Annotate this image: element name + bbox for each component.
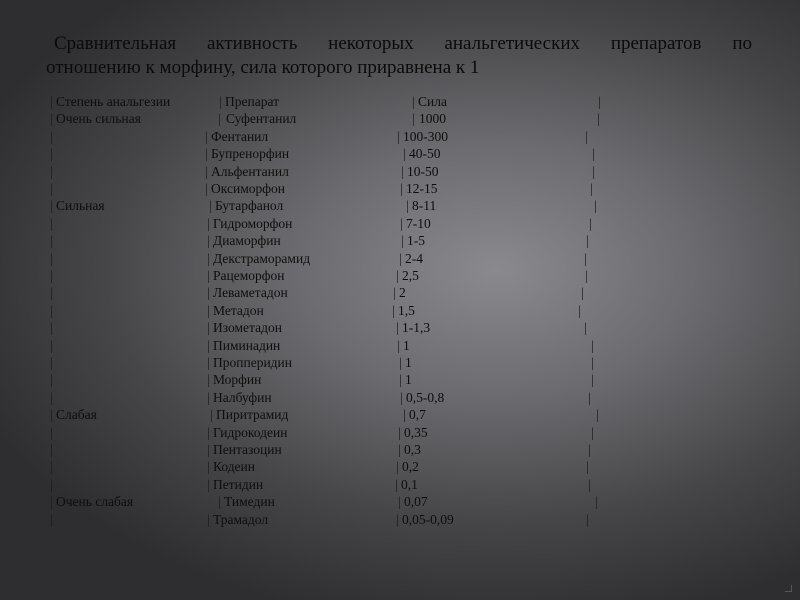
column-separator: | — [592, 146, 595, 162]
column-separator: | — [218, 494, 221, 510]
drug-cell: Оксиморфон — [211, 181, 285, 196]
column-separator: | — [597, 111, 600, 127]
power-cell: 2 — [399, 285, 406, 301]
table-row — [0, 197, 800, 214]
power-cell: Сила — [418, 94, 447, 109]
column-separator: | — [209, 198, 212, 214]
column-separator: | — [398, 424, 401, 440]
drug-cell: Декстраморамид — [213, 250, 311, 266]
power-cell: 0,2 — [402, 459, 419, 475]
drug-cell: Гидрокодеин — [213, 424, 288, 440]
column-separator: | — [207, 424, 210, 440]
table-row — [0, 389, 800, 406]
column-separator: | — [589, 215, 592, 231]
column-separator: | — [207, 442, 210, 457]
column-separator: | — [578, 302, 581, 318]
power-cell: 2-4 — [405, 250, 423, 266]
column-separator: | — [399, 372, 402, 388]
power-cell: 12-15 — [406, 181, 438, 196]
column-separator: | — [207, 233, 210, 249]
drug-cell: Бутарфанол — [215, 198, 284, 214]
power-cell: 0,1 — [401, 476, 418, 492]
column-separator: | — [586, 459, 589, 475]
column-separator: | — [207, 355, 210, 370]
column-separator: | — [398, 442, 401, 457]
column-separator: | — [207, 215, 210, 231]
power-cell: 0,07 — [404, 494, 428, 510]
power-cell: 1000 — [419, 111, 446, 127]
column-separator: | — [207, 459, 210, 475]
column-separator: | — [50, 424, 53, 440]
table-row — [0, 267, 800, 284]
column-separator: | — [50, 389, 53, 405]
power-cell: 1-1,3 — [402, 320, 431, 336]
column-separator: | — [400, 389, 403, 405]
table-row — [0, 302, 800, 319]
column-separator: | — [591, 424, 594, 440]
column-separator: | — [50, 320, 53, 336]
table-row — [0, 250, 800, 267]
power-cell: 1 — [405, 355, 412, 370]
drug-cell: Морфин — [213, 372, 262, 388]
column-separator: | — [50, 146, 53, 162]
column-separator: | — [50, 128, 53, 144]
column-separator: | — [207, 302, 210, 318]
title-line-1: Сравнительная активность некоторых анальгетических препаратов по — [54, 33, 752, 54]
column-separator: | — [588, 442, 591, 457]
column-separator: | — [207, 268, 210, 283]
degree-cell: Очень слабая — [56, 494, 134, 510]
table-row — [0, 232, 800, 249]
power-cell: 1 — [403, 337, 410, 353]
table-row — [0, 145, 800, 162]
column-separator: | — [205, 128, 208, 144]
table-row — [0, 476, 800, 493]
drug-cell: Метадон — [213, 302, 264, 318]
drug-cell: Суфентанил — [226, 111, 297, 127]
column-separator: | — [595, 494, 598, 510]
column-separator: | — [403, 146, 406, 162]
column-separator: | — [50, 459, 53, 475]
power-cell: 0,5-0,8 — [406, 389, 445, 405]
power-cell: 100-300 — [403, 128, 448, 144]
table-row — [0, 354, 800, 371]
drug-cell: Тимедин — [224, 494, 275, 510]
column-separator: | — [210, 407, 213, 423]
power-cell: 0,35 — [404, 424, 428, 440]
column-separator: | — [592, 163, 595, 179]
title-line-2: отношению к морфину, сила которого приравнена к 1 — [46, 57, 480, 78]
column-separator: | — [412, 111, 415, 127]
column-separator: | — [585, 268, 588, 283]
column-separator: | — [401, 233, 404, 249]
table-row — [0, 424, 800, 441]
column-separator: | — [50, 181, 53, 196]
column-separator: | — [50, 268, 53, 283]
drug-cell: Пропперидин — [213, 355, 292, 370]
column-separator: | — [585, 128, 588, 144]
power-cell: 0,05-0,09 — [402, 511, 454, 527]
column-separator: | — [392, 302, 395, 318]
column-separator: | — [219, 94, 222, 109]
column-separator: | — [50, 215, 53, 231]
column-separator: | — [50, 198, 53, 214]
table-row — [0, 110, 800, 127]
column-separator: | — [400, 215, 403, 231]
column-separator: | — [591, 337, 594, 353]
column-separator: | — [586, 233, 589, 249]
degree-cell: Слабая — [56, 407, 97, 423]
column-separator: | — [393, 285, 396, 301]
column-separator: | — [584, 320, 587, 336]
column-separator: | — [591, 372, 594, 388]
column-separator: | — [412, 94, 415, 109]
power-cell: 1-5 — [407, 233, 425, 249]
column-separator: | — [398, 494, 401, 510]
power-cell: 1,5 — [398, 302, 415, 318]
column-separator: | — [50, 233, 53, 249]
column-separator: | — [397, 337, 400, 353]
table-row — [0, 284, 800, 301]
column-separator: | — [218, 111, 221, 127]
drug-cell: Альфентанил — [211, 163, 289, 179]
drug-cell: Петидин — [213, 476, 264, 492]
column-separator: | — [50, 111, 53, 127]
table-row — [0, 406, 800, 423]
drug-cell: Пентазоцин — [213, 442, 282, 457]
power-cell: 0,3 — [404, 442, 421, 457]
column-separator: | — [397, 128, 400, 144]
column-separator: | — [50, 442, 53, 457]
table-row — [0, 511, 800, 528]
column-separator: | — [396, 459, 399, 475]
drug-cell: Пиритрамид — [216, 407, 289, 423]
table-row — [0, 458, 800, 475]
column-separator: | — [205, 181, 208, 196]
column-separator: | — [207, 389, 210, 405]
column-separator: | — [207, 511, 210, 527]
column-separator: | — [205, 163, 208, 179]
column-separator: | — [581, 285, 584, 301]
table-row — [0, 128, 800, 145]
column-separator: | — [594, 198, 597, 214]
table-row — [0, 180, 800, 197]
column-separator: | — [584, 250, 587, 266]
slide-corner-mark — [785, 585, 792, 592]
degree-cell: Очень сильная — [56, 111, 141, 127]
column-separator: | — [596, 407, 599, 423]
drug-cell: Пиминадин — [213, 337, 281, 353]
column-separator: | — [207, 320, 210, 336]
drug-cell: Препарат — [225, 94, 279, 109]
drug-cell: Кодеин — [213, 459, 256, 475]
column-separator: | — [396, 511, 399, 527]
table-header-row — [0, 93, 800, 110]
table-row — [0, 319, 800, 336]
column-separator: | — [50, 355, 53, 370]
column-separator: | — [205, 146, 208, 162]
column-separator: | — [50, 476, 53, 492]
column-separator: | — [50, 94, 53, 109]
table-row — [0, 441, 800, 458]
column-separator: | — [395, 476, 398, 492]
column-separator: | — [50, 511, 53, 527]
column-separator: | — [50, 285, 53, 301]
column-separator: | — [50, 494, 53, 510]
drug-cell: Бупренорфин — [211, 146, 290, 162]
column-separator: | — [207, 476, 210, 492]
column-separator: | — [207, 337, 210, 353]
column-separator: | — [400, 181, 403, 196]
column-separator: | — [588, 389, 591, 405]
drug-cell: Леваметадон — [213, 285, 288, 301]
table-row — [0, 215, 800, 232]
column-separator: | — [396, 268, 399, 283]
power-cell: 1 — [405, 372, 412, 388]
table-row — [0, 371, 800, 388]
drug-cell: Диаморфин — [213, 233, 281, 249]
column-separator: | — [586, 511, 589, 527]
power-cell: 10-50 — [407, 163, 439, 179]
drug-cell: Фентанил — [211, 128, 269, 144]
table-row — [0, 163, 800, 180]
drug-cell: Гидроморфон — [213, 215, 293, 231]
column-separator: | — [50, 337, 53, 353]
table-row — [0, 337, 800, 354]
column-separator: | — [403, 407, 406, 423]
column-separator: | — [399, 250, 402, 266]
column-separator: | — [588, 476, 591, 492]
column-separator: | — [50, 372, 53, 388]
power-cell: 2,5 — [402, 268, 419, 283]
power-cell: 7-10 — [406, 215, 431, 231]
power-cell: 40-50 — [409, 146, 441, 162]
column-separator: | — [207, 250, 210, 266]
power-cell: 0,7 — [409, 407, 426, 423]
drug-cell: Изометадон — [213, 320, 282, 336]
column-separator: | — [207, 285, 210, 301]
column-separator: | — [591, 355, 594, 370]
degree-cell: Сильная — [56, 198, 105, 214]
column-separator: | — [50, 407, 53, 423]
degree-cell: Степень анальгезии — [56, 94, 171, 109]
column-separator: | — [50, 163, 53, 179]
column-separator: | — [50, 250, 53, 266]
drug-cell: Налбуфин — [213, 389, 272, 405]
drug-cell: Рацеморфон — [213, 268, 285, 283]
column-separator: | — [399, 355, 402, 370]
table-row — [0, 493, 800, 510]
column-separator: | — [406, 198, 409, 214]
column-separator: | — [207, 372, 210, 388]
column-separator: | — [50, 302, 53, 318]
column-separator: | — [590, 181, 593, 196]
drug-cell: Трамадол — [213, 511, 269, 527]
column-separator: | — [401, 163, 404, 179]
power-cell: 8-11 — [412, 198, 437, 214]
column-separator: | — [598, 94, 601, 109]
column-separator: | — [396, 320, 399, 336]
